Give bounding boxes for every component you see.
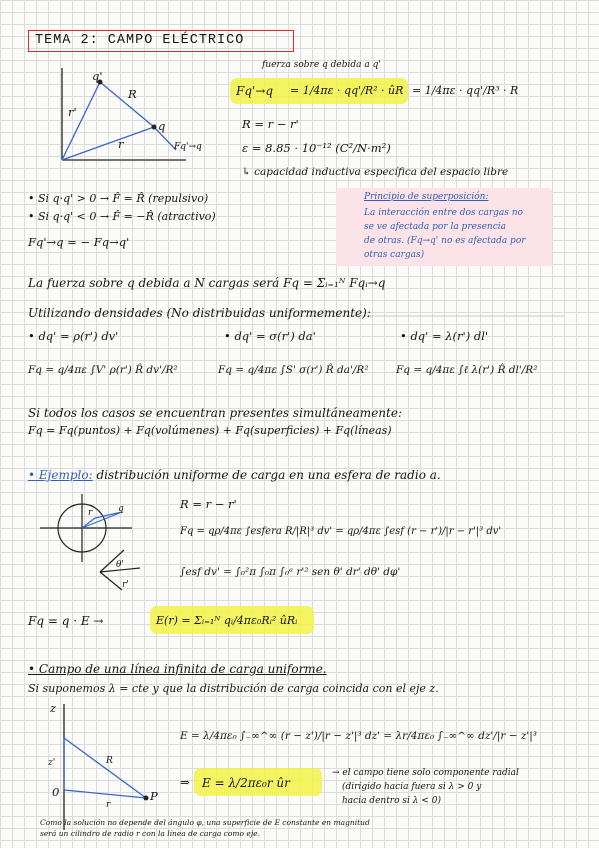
label-r: r [118,137,124,151]
line-charge-assumption: Si suponemos λ = cte y que la distribución de carga coincida con el eje z. [28,682,439,695]
origin-label: 0 [52,785,60,799]
R-vector [100,82,154,127]
volume-element-integral: ∫esf dv' = ∫₀²π ∫₀π ∫₀ᵃ r'² sen θ' dr' dθ' dφ' [180,566,401,578]
label-q: q [158,119,166,133]
radial-note: (dirigido hacia fuera si λ > 0 y [342,782,482,792]
sphere-label-q: q [118,504,124,514]
point-P-label: P [150,789,158,803]
line-charge-heading: • Campo de una línea infinita de carga uniforme. [28,662,327,676]
coulomb-middle: = 1/4πε · qq'/R² · ûR [290,84,404,97]
force-note: fuerza sobre q debida a q' [262,60,381,70]
epsilon-value: ε = 8.85 · 10⁻¹² (C²/N·m²) [242,141,391,155]
example-text: distribución uniforme de carga en una esfera de radio a. [92,468,441,482]
line-charge-diagram [64,704,146,830]
axis-label-z: z [50,701,57,715]
volume-force-integral: Fq = q/4πε ∫V' ρ(r') R̂ dv'/R² [28,364,178,376]
sphere-label-r-prime: r' [122,580,129,590]
line-force-integral: Fq = q/4πε ∫ℓ λ(r') R̂ dl'/R² [396,364,538,376]
radial-note: → el campo tiene solo componente radial [332,768,519,778]
coulomb-rhs: = 1/4πε · qq'/R³ · R [412,84,519,97]
label-R-vector: R [106,756,113,766]
example-heading [28,468,441,482]
line-field-result: E = λ/2πε₀r ûr [202,776,290,790]
example-R-definition: R = r − r' [180,497,237,511]
footer-note: será un cilindro de radio r con la línea de carga como eje. [40,829,260,838]
densities-heading: Utilizando densidades (No distribuidas uniformemente): [28,306,371,320]
superposition-line: La interacción entre dos cargas no [364,208,523,218]
footer-note: Como la solución no depende del ángulo φ, una superficie de E constante en magnitud [40,818,370,827]
all-cases-line: Si todos los casos se encuentran presentes simultáneamente: [28,406,402,420]
n-charges-force: La fuerza sobre q debida a N cargas será Fq = Σᵢ₌₁ᴺ Fqᵢ→q [28,276,386,290]
total-force-sum: Fq = Fq(puntos) + Fq(volúmenes) + Fq(superficies) + Fq(líneas) [28,424,392,437]
sphere-label-r: r [88,508,93,518]
charges-vector-diagram [62,68,186,160]
coulomb-lhs: Fq'→q [236,84,274,98]
label-q-prime: q' [92,69,103,83]
density-line: • dq' = λ(r') dl' [400,329,489,343]
label-force: Fq'→q [174,142,202,152]
superposition-line: de otras. (Fq→q' no es afectada por [364,236,526,246]
line-field-integral: E = λ/4πε₀ ∫₋∞^∞ (r − z')/|r − z'|³ dz' = λr/4πε₀ ∫₋∞^∞ dz'/|r − z'|³ [180,730,538,742]
label-R: R [128,87,137,101]
epsilon-note: ↳ capacidad inductiva específica del espacio libre [242,166,509,178]
surface-force-integral: Fq = q/4πε ∫S' σ(r') R̂ da'/R² [218,364,369,376]
radial-note: hacia dentro si λ < 0) [342,796,441,806]
label-r-vector: r [106,800,111,810]
newton-third-law: Fq'→q = − Fq→q' [28,235,130,249]
example-force-integral: Fq = qρ/4πε ∫esfera R/|R|³ dv' = qρ/4πε ∫esf (r − r')/|r − r'|³ dv' [180,526,502,537]
implies-arrow: ⇒ [180,775,190,789]
case-repulsive: • Si q·q' > 0 → F̂ = R̂ (repulsivo) [28,192,209,205]
example-label: • Ejemplo: [28,468,93,482]
axis-label-z-prime: z' [48,758,56,768]
R-definition: R = r − r' [242,117,299,131]
superposition-heading: Principio de superposición: [364,192,489,202]
sphere-label-theta: θ' [116,560,124,570]
electric-field-sum: E(r) = Σᵢ₌₁ᴺ qᵢ/4πε₀Rᵢ² ûRᵢ [156,614,298,627]
page-title: TEMA 2: CAMPO ELÉCTRICO [28,30,294,52]
label-r-prime: r' [68,105,77,119]
superposition-line: otras cargas) [364,250,425,260]
density-surface: • dq' = σ(r') da' [224,329,316,343]
case-attractive: • Si q·q' < 0 → F̂ = −R̂ (atractivo) [28,210,216,223]
force-field-relation: Fq = q · E → [28,614,104,628]
superposition-line: se ve afectada por la presencia [364,222,506,232]
density-volume: • dq' = ρ(r') dv' [28,329,119,343]
